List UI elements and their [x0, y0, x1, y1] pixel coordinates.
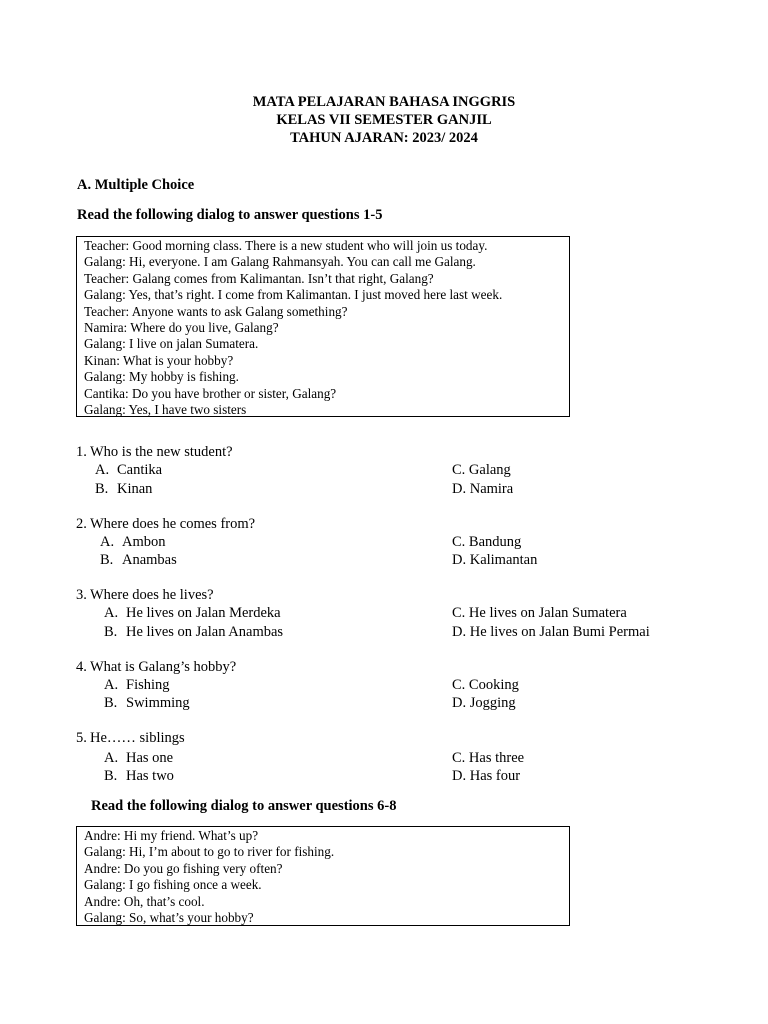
dialog2-box [76, 826, 570, 926]
question-3-number: 3. [76, 587, 87, 603]
question-5-option-d: D. Has four [452, 768, 521, 784]
dialog2-instruction: Read the following dialog to answer questions 6-8 [91, 798, 397, 814]
question-4-number: 4. [76, 659, 87, 675]
question-2-option-c: C. Bandung [452, 534, 522, 550]
dialog2-line: Galang: So, what’s your hobby? [84, 910, 254, 926]
dialog1-line: Galang: Hi, everyone. I am Galang Rahmansyah. You can call me Galang. [84, 254, 476, 270]
dialog1-line: Teacher: Good morning class. There is a new student who will join us today. [84, 238, 488, 253]
dialog1-line: Galang: I live on jalan Sumatera. [84, 336, 259, 352]
question-1-option-c: C. Galang [452, 462, 511, 478]
question-4-option-c: C. Cooking [452, 677, 519, 693]
question-4-option-b-letter: B. [104, 695, 118, 711]
dialog1-line: Teacher: Galang comes from Kalimantan. Isn’t that right, Galang? [84, 270, 434, 286]
dialog2-line: Galang: Hi, I’m about to go to river for fishing. [84, 844, 335, 860]
question-2-option-a-letter: A. [100, 534, 115, 550]
question-1-option-b-letter: B. [95, 481, 109, 497]
question-3-option-a-letter: A. [104, 605, 119, 621]
question-3-text: Where does he lives? [90, 587, 214, 603]
question-3-option-b: He lives on Jalan Anambas [126, 624, 284, 640]
dialog1-line: Galang: Yes, that’s right. I come from Kalimantan. I just moved here last week. [84, 287, 503, 303]
question-5-option-a: Has one [126, 750, 174, 766]
question-3-option-c: C. He lives on Jalan Sumatera [452, 605, 627, 621]
question-5-option-c: C. Has three [452, 750, 525, 766]
dialog1-line: Galang: My hobby is fishing. [84, 369, 239, 385]
document-title-line2: KELAS VII SEMESTER GANJIL [276, 112, 492, 128]
document-title-line3: TAHUN AJARAN: 2023/ 2024 [290, 130, 478, 146]
dialog1-line: Namira: Where do you live, Galang? [84, 320, 279, 336]
question-4-option-a-letter: A. [104, 677, 119, 693]
dialog1-line: Teacher: Anyone wants to ask Galang something? [84, 303, 348, 319]
dialog1-line: Kinan: What is your hobby? [84, 352, 234, 368]
question-2-option-b-letter: B. [100, 552, 114, 568]
dialog2-line: Andre: Hi my friend. What’s up? [84, 828, 259, 843]
question-5-text: He…… siblings [90, 730, 185, 746]
dialog2-line: Galang: I go fishing once a week. [84, 877, 262, 893]
question-1-option-a: Cantika [117, 462, 163, 478]
question-2-option-a: Ambon [122, 534, 166, 550]
question-3-option-b-letter: B. [104, 624, 118, 640]
question-5-option-a-letter: A. [104, 750, 119, 766]
question-5-number: 5. [76, 730, 87, 746]
question-1-option-a-letter: A. [95, 462, 110, 478]
question-2-option-d: D. Kalimantan [452, 552, 538, 568]
question-1-option-d: D. Namira [452, 481, 514, 497]
question-3-option-d: D. He lives on Jalan Bumi Permai [452, 624, 650, 640]
dialog1-line: Galang: Yes, I have two sisters [84, 402, 247, 418]
question-4-option-d: D. Jogging [452, 695, 516, 711]
question-1-number: 1. [76, 444, 87, 460]
question-4-option-a: Fishing [126, 677, 170, 693]
dialog2-line: Andre: Do you go fishing very often? [84, 860, 283, 876]
question-5-option-b-letter: B. [104, 768, 118, 784]
question-2-number: 2. [76, 516, 87, 532]
question-2-option-b: Anambas [122, 552, 177, 568]
document-title-line1: MATA PELAJARAN BAHASA INGGRIS [252, 94, 516, 110]
question-1-text: Who is the new student? [90, 444, 233, 460]
question-1-option-b: Kinan [117, 481, 153, 497]
question-2-text: Where does he comes from? [90, 516, 256, 532]
question-4-text: What is Galang’s hobby? [90, 659, 237, 675]
dialog1-line: Cantika: Do you have brother or sister, Galang? [84, 385, 337, 401]
question-4-option-b: Swimming [126, 695, 190, 711]
section-title: A. Multiple Choice [77, 177, 195, 193]
question-5-option-b: Has two [126, 768, 174, 784]
dialog1-instruction: Read the following dialog to answer questions 1-5 [77, 207, 383, 223]
question-3-option-a: He lives on Jalan Merdeka [126, 605, 281, 621]
dialog1-box [76, 236, 570, 417]
dialog2-line: Andre: Oh, that’s cool. [84, 893, 205, 909]
